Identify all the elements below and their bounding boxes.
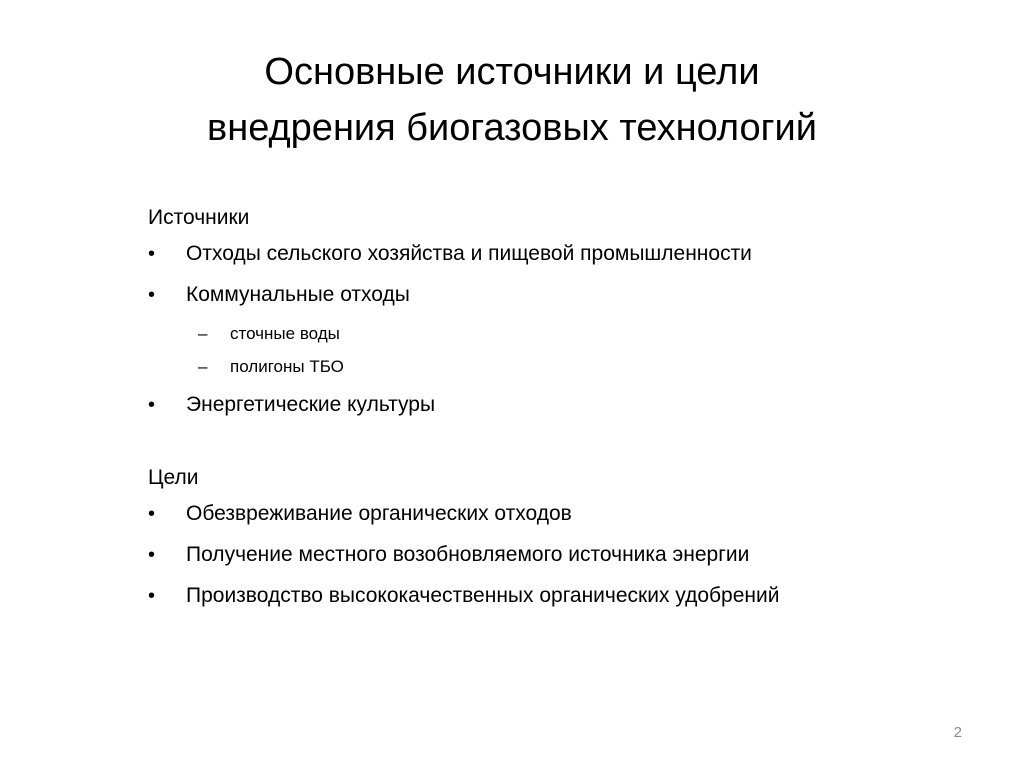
goals-heading: Цели bbox=[148, 466, 199, 489]
list-item-text: Обезвреживание органических отходов bbox=[186, 502, 572, 525]
bullet-icon: • bbox=[148, 544, 156, 566]
page-number: 2 bbox=[953, 724, 962, 741]
section-spacer bbox=[148, 429, 948, 459]
sources-heading: Источники bbox=[148, 206, 250, 229]
list-item bbox=[148, 579, 786, 613]
sublist-item-text: полигоны ТБО bbox=[230, 357, 344, 376]
list-item bbox=[148, 538, 948, 572]
sublist-item-text: сточные воды bbox=[230, 324, 340, 343]
list-item bbox=[148, 497, 948, 531]
list-item bbox=[148, 388, 948, 422]
title-line-2: внедрения биогазовых технологий bbox=[207, 107, 817, 149]
bullet-icon: • bbox=[148, 243, 156, 265]
list-item-text: Отходы сельского хозяйства и пищевой промышленности bbox=[186, 242, 752, 265]
municipal-waste-sublist bbox=[148, 319, 948, 382]
dash-icon: – bbox=[198, 357, 208, 376]
goals-list bbox=[148, 497, 948, 613]
sublist-item bbox=[148, 352, 948, 382]
bullet-icon: • bbox=[148, 284, 156, 306]
sublist-item bbox=[148, 319, 948, 349]
sources-list-continued bbox=[148, 388, 948, 422]
list-item-text: Производство высококачественных органических удобрений bbox=[186, 584, 780, 607]
list-item-text: Коммунальные отходы bbox=[186, 283, 410, 306]
list-item bbox=[148, 237, 948, 271]
list-item-text: Энергетические культуры bbox=[186, 393, 436, 416]
sources-list bbox=[148, 237, 948, 312]
slide-content bbox=[148, 199, 948, 620]
bullet-icon: • bbox=[148, 503, 156, 525]
dash-icon: – bbox=[198, 324, 208, 343]
bullet-icon: • bbox=[148, 394, 156, 416]
list-item-text: Получение местного возобновляемого источника энергии bbox=[186, 543, 750, 566]
bullet-icon: • bbox=[148, 585, 156, 607]
list-item bbox=[148, 278, 948, 312]
slide-title bbox=[0, 44, 1024, 156]
title-line-1: Основные источники и цели bbox=[264, 51, 760, 93]
